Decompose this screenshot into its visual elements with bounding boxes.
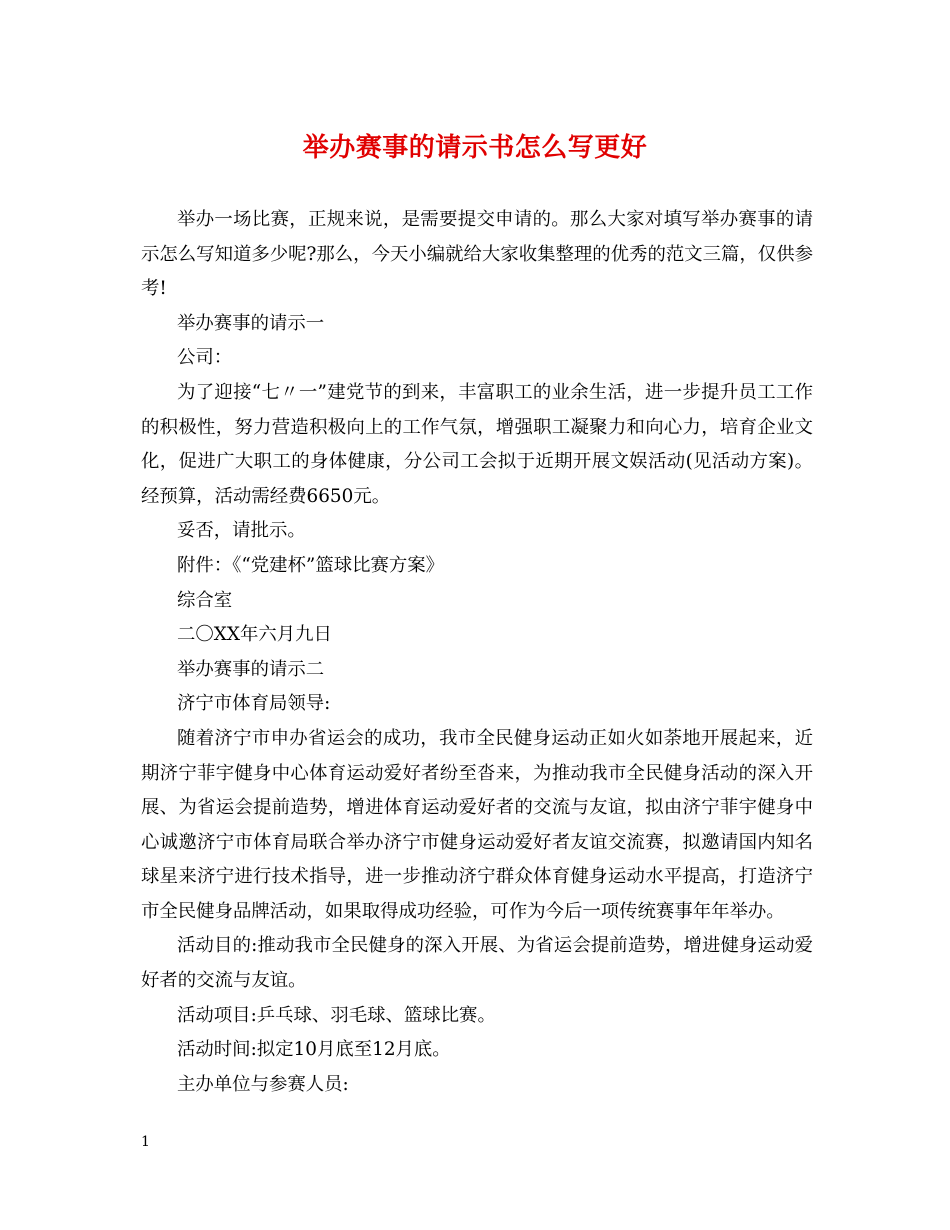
document-body — [141, 203, 813, 1102]
organizer-line: 主办单位与参赛人员: — [177, 1073, 349, 1095]
items-line: 活动项目:乒乓球、羽毛球、篮球比赛。 — [177, 1004, 496, 1026]
salutation-1: 公司： — [177, 347, 233, 369]
page-number: 1 — [141, 1134, 150, 1150]
signature-date: 二〇XX年六月九日 — [177, 624, 332, 646]
intro-paragraph: 举办一场比赛，正规来说，是需要提交申请的。那么大家对填写举办赛事的请示怎么写知道多少呢?那么，今天小编就给大家收集整理的优秀的范文三篇，仅供参考! — [141, 209, 813, 300]
document-title: 举办赛事的请示书怎么写更好 — [302, 133, 648, 163]
request-line: 妥否，请批示。 — [177, 520, 306, 542]
time-line: 活动时间:拟定10月底至12月底。 — [177, 1039, 451, 1061]
body-paragraph: 为了迎接“七〃一”建党节的到来，丰富职工的业余生活，进一步提升员工工作的积极性，努力营造积极向上的工作气氛，增强职工凝聚力和向心力，培育企业文化，促进广大职工的身体健康，分公司工会拟于近期开展文娱活动(见活动方案)。经预算，活动需经费6650元。 — [141, 381, 813, 507]
section-heading-1: 举办赛事的请示一 — [177, 312, 325, 334]
purpose-paragraph: 活动目的:推动我市全民健身的深入开展、为省运会提前造势，增进健身运动爱好者的交流与友谊。 — [141, 935, 813, 992]
section-heading-2: 举办赛事的请示二 — [177, 658, 325, 680]
signature-dept: 综合室 — [177, 589, 233, 611]
body-paragraph: 随着济宁市申办省运会的成功，我市全民健身运动正如火如荼地开展起来，近期济宁菲宇健身中心体育运动爱好者纷至沓来，为推动我市全民健身活动的深入开展、为省运会提前造势，增进体育运动爱好者的交流与友谊，拟由济宁菲宇健身中心诚邀济宁市体育局联合举办济宁市健身运动爱好者友谊交流赛，拟邀请国内知名球星来济宁进行技术指导，进一步推动济宁群众体育健身运动水平提高，打造济宁市全民健身品牌活动，如果取得成功经验，可作为今后一项传统赛事年年举办。 — [141, 727, 813, 922]
salutation-2: 济宁市体育局领导: — [177, 693, 331, 715]
attachment-line: 附件：《“党建杯”篮球比赛方案》 — [177, 554, 445, 576]
